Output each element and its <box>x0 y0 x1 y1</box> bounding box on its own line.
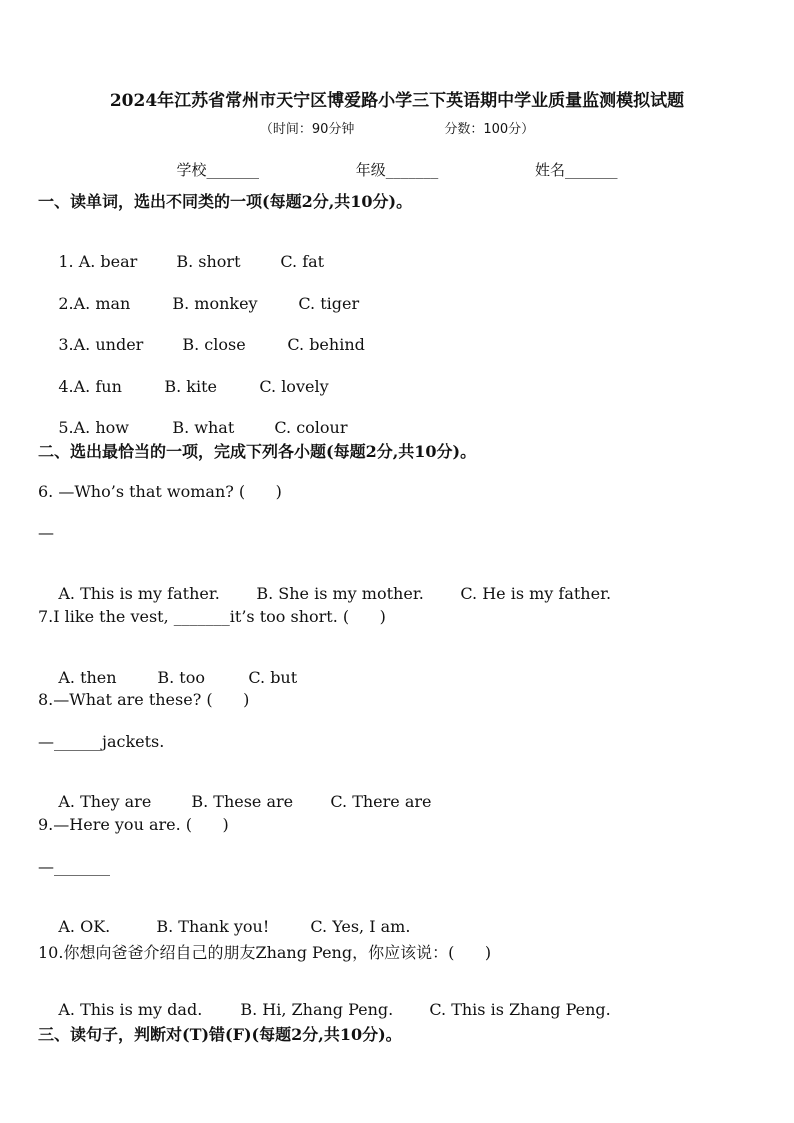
option-b: B. These are <box>191 792 294 811</box>
time-limit: （时间：90分钟 <box>259 122 355 137</box>
option-b: B. what <box>172 418 235 437</box>
option-c: C. colour <box>274 418 348 437</box>
option-a: A. They are <box>58 792 152 811</box>
option-c: C. fat <box>280 252 325 271</box>
option-a: A. This is my dad. <box>58 1000 203 1019</box>
option-a: 5.A. how <box>58 418 129 437</box>
school-field: 学校_______ <box>176 161 259 179</box>
option-a: 2.A. man <box>58 294 131 313</box>
option-c: C. He is my father. <box>460 584 612 603</box>
section-3-heading: 三、读句子，判断对(T)错(F)(每题2分,共10分)。 <box>38 1025 402 1044</box>
option-a: 3.A. under <box>58 335 144 354</box>
question-10: 10.你想向爸爸介绍自己的朋友Zhang Peng，你应该说：( ) <box>38 943 492 962</box>
page-title: 2024年江苏省常州市天宁区博爱路小学三下英语期中学业质量监测模拟试题 <box>109 91 685 111</box>
option-b: B. too <box>157 668 205 687</box>
question-9-answer: —_______ <box>38 857 110 876</box>
option-b: B. Hi, Zhang Peng. <box>240 1000 394 1019</box>
option-a: 4.A. fun <box>58 377 122 396</box>
student-info <box>0 159 794 180</box>
option-b: B. short <box>176 252 241 271</box>
option-b: B. close <box>182 335 246 354</box>
option-a: 1. A. bear <box>58 252 138 271</box>
question-6-answer: — <box>38 523 54 542</box>
question-9: 9.—Here you are. ( ) <box>38 815 229 834</box>
question-7: 7.I like the vest, _______it’s too short. ( ) <box>38 607 386 626</box>
name-field: 姓名_______ <box>535 161 618 179</box>
question-6: 6. —Who’s that woman? ( ) <box>38 482 282 501</box>
exam-meta <box>0 118 794 137</box>
option-c: C. Yes, I am. <box>310 917 411 936</box>
option-a: A. This is my father. <box>58 584 220 603</box>
total-score: 分数：100分） <box>444 122 535 137</box>
question-8: 8.—What are these? ( ) <box>38 690 250 709</box>
section-2-heading: 二、选出最恰当的一项，完成下列各小题(每题2分,共10分)。 <box>38 442 477 461</box>
option-c: C. There are <box>330 792 432 811</box>
option-c: C. tiger <box>298 294 360 313</box>
option-b: B. She is my mother. <box>256 584 424 603</box>
option-a: A. then <box>58 668 117 687</box>
option-b: B. Thank you! <box>156 917 270 936</box>
option-a: A. OK. <box>58 917 111 936</box>
option-b: B. monkey <box>172 294 258 313</box>
option-c: C. behind <box>287 335 365 354</box>
option-c: C. lovely <box>259 377 329 396</box>
grade-field: 年级_______ <box>355 161 439 179</box>
section-1-heading: 一、读单词，选出不同类的一项(每题2分,共10分)。 <box>38 192 413 211</box>
option-b: B. kite <box>164 377 217 396</box>
option-c: C. but <box>248 668 298 687</box>
question-8-answer: —______jackets. <box>38 732 165 751</box>
option-c: C. This is Zhang Peng. <box>429 1000 611 1019</box>
